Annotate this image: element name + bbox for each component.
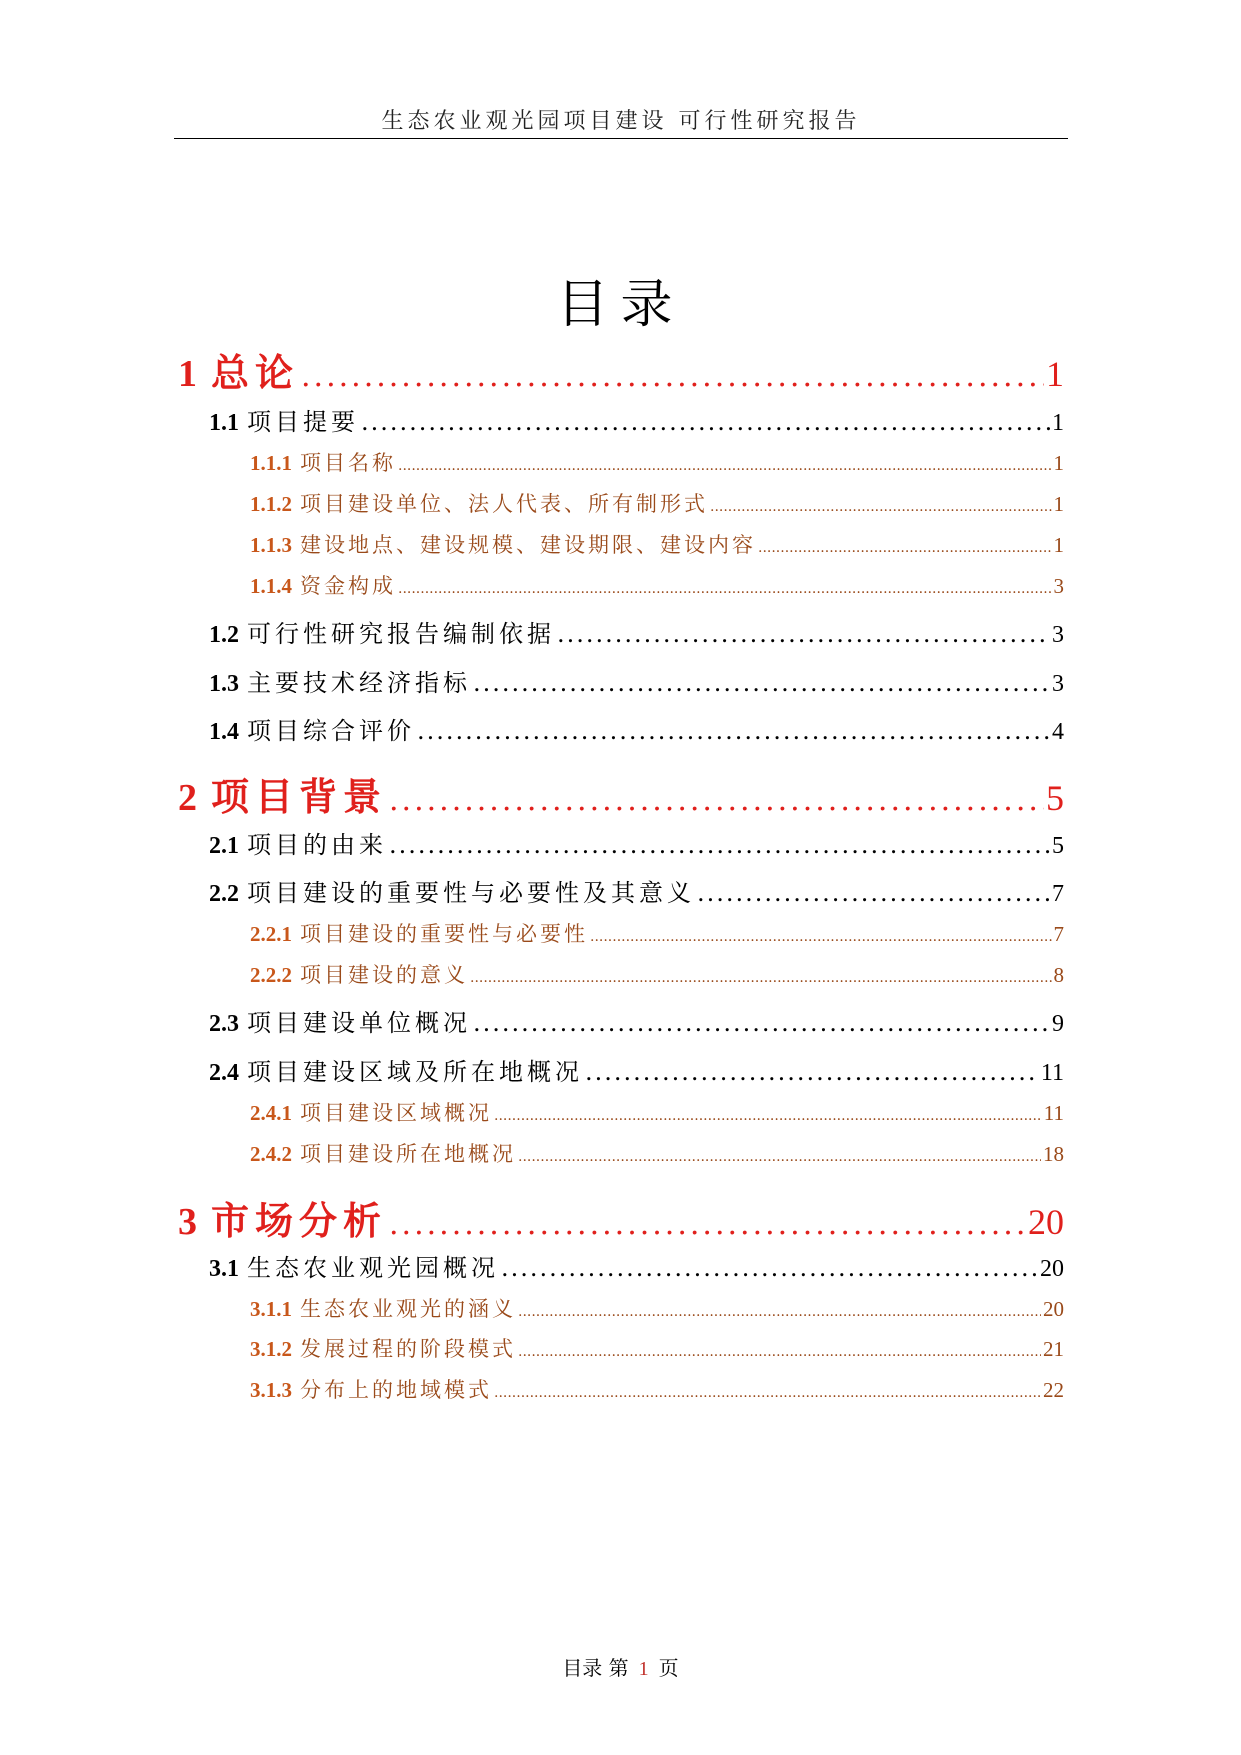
toc-dot-leader <box>557 620 1050 648</box>
toc-entry-number: 1.1 <box>209 410 239 436</box>
toc-entry-title: 可行性研究报告编制依据 <box>247 620 555 648</box>
toc-entry-number: 1.3 <box>209 671 239 697</box>
toc-entry-page: 18 <box>1043 1142 1064 1166</box>
toc-dot-leader <box>501 1254 1038 1282</box>
toc-entry-page: 11 <box>1040 1060 1064 1086</box>
toc-dot-leader <box>518 1304 1041 1320</box>
toc-entry-number: 1.4 <box>209 719 239 745</box>
toc-entry-page: 5 <box>1052 833 1064 859</box>
toc-entry[interactable] <box>250 959 1064 989</box>
toc-entry[interactable] <box>250 447 1064 477</box>
toc-entry-page: 3 <box>1052 622 1064 648</box>
toc-entry-page: 3 <box>1052 671 1064 697</box>
toc-entry-title: 项目建设单位概况 <box>247 1009 471 1037</box>
toc-dot-leader <box>518 1344 1041 1360</box>
footer-label: 目录 <box>562 1656 603 1680</box>
toc-dot-leader <box>389 831 1050 859</box>
running-header: 生态农业观光园项目建设 可行性研究报告 <box>381 109 861 134</box>
toc-entry[interactable] <box>209 825 1064 860</box>
toc-entry[interactable] <box>250 1138 1064 1168</box>
toc-entry-number: 3.1.2 <box>250 1337 292 1361</box>
toc-entry-page: 7 <box>1053 922 1064 946</box>
toc-entry-page: 21 <box>1043 1337 1064 1361</box>
toc-entry-number: 1.2 <box>209 622 239 648</box>
toc-entry-title: 项目建设区域概况 <box>300 1101 492 1125</box>
toc-entry-number: 2.2 <box>209 881 239 907</box>
toc-entry-page: 20 <box>1043 1297 1064 1321</box>
toc-entry-title: 资金构成 <box>300 574 396 598</box>
toc-dot-leader <box>361 408 1050 436</box>
toc-title: 目录 <box>556 275 685 335</box>
toc-entry-number: 1.1.2 <box>250 492 292 516</box>
toc-entry-number: 2 <box>178 777 197 819</box>
toc-entry-number: 3 <box>178 1201 197 1243</box>
toc-entry-title: 项目建设所在地概况 <box>300 1142 516 1166</box>
toc-entry-page: 22 <box>1043 1378 1064 1402</box>
toc-dot-leader <box>758 540 1052 556</box>
toc-entry[interactable] <box>250 1374 1064 1404</box>
toc-entry-title: 生态农业观光园概况 <box>247 1254 499 1282</box>
toc-dot-leader <box>585 1058 1039 1086</box>
toc-entry-number: 1.1.1 <box>250 451 292 475</box>
toc-entry[interactable] <box>209 614 1064 649</box>
toc-dot-leader <box>398 581 1052 597</box>
toc-entry-number: 2.1 <box>209 833 239 859</box>
toc-entry-title: 主要技术经济指标 <box>247 669 471 697</box>
toc-entry-page: 20 <box>1040 1256 1064 1282</box>
toc-entry-page: 11 <box>1043 1101 1064 1125</box>
toc-dot-leader <box>473 1009 1050 1037</box>
toc-entry-page: 1 <box>1053 533 1064 557</box>
toc-entry-page: 1 <box>1052 410 1064 436</box>
toc-entry-number: 2.2.2 <box>250 963 292 987</box>
toc-entry-page: 3 <box>1053 574 1064 598</box>
toc-entry-title: 建设地点、建设规模、建设期限、建设内容 <box>300 533 756 557</box>
toc-entry-page: 7 <box>1052 881 1064 907</box>
toc-entry[interactable] <box>250 488 1064 518</box>
page-footer <box>0 1652 1241 1681</box>
toc-entry-page: 5 <box>1046 778 1064 818</box>
toc-entry-title: 项目提要 <box>247 408 359 436</box>
toc-dot-leader <box>494 1108 1042 1124</box>
toc-entry[interactable] <box>209 1003 1064 1038</box>
toc-entry-number: 2.2.1 <box>250 922 292 946</box>
toc-entry[interactable] <box>250 570 1064 600</box>
header-rule <box>174 138 1068 139</box>
toc-entry-page: 9 <box>1052 1011 1064 1037</box>
toc-entry-number: 3.1.1 <box>250 1297 292 1321</box>
toc-entry-number: 2.4 <box>209 1060 239 1086</box>
footer-prefix: 第 <box>608 1656 629 1680</box>
toc-dot-leader <box>494 1385 1041 1401</box>
footer-suffix: 页 <box>658 1656 679 1680</box>
toc-entry-page: 8 <box>1053 963 1064 987</box>
toc-dot-leader <box>518 1149 1041 1165</box>
toc-entry-number: 2.4.2 <box>250 1142 292 1166</box>
toc-dot-leader <box>389 783 1044 818</box>
toc-entry-title: 生态农业观光的涵义 <box>300 1297 516 1321</box>
toc-entry-title: 总论 <box>211 351 300 395</box>
toc-dot-leader <box>697 879 1050 907</box>
footer-page-number: 1 <box>638 1658 649 1680</box>
toc-entry[interactable] <box>209 873 1064 908</box>
toc-entry-title: 项目建设的重要性与必要性 <box>300 922 588 946</box>
toc-entry-number: 1.1.4 <box>250 574 292 598</box>
toc-entry[interactable] <box>178 766 1064 821</box>
toc-entry-title: 分布上的地域模式 <box>300 1378 492 1402</box>
toc-dot-leader <box>417 717 1050 745</box>
toc-entry-number: 3.1 <box>209 1256 239 1282</box>
toc-entry[interactable] <box>209 663 1064 698</box>
toc-entry[interactable] <box>209 711 1064 746</box>
toc-dot-leader <box>389 1207 1026 1242</box>
toc-dot-leader <box>710 499 1052 515</box>
toc-entry-title: 项目建设的重要性与必要性及其意义 <box>247 879 695 907</box>
toc-entry-number: 2.3 <box>209 1011 239 1037</box>
toc-entry[interactable] <box>250 1293 1064 1323</box>
toc-entry-page: 1 <box>1053 492 1064 516</box>
toc-entry-title: 项目建设区域及所在地概况 <box>247 1058 583 1086</box>
toc-entry-title: 项目建设单位、法人代表、所有制形式 <box>300 492 708 516</box>
toc-entry[interactable] <box>209 402 1064 437</box>
toc-entry[interactable] <box>250 1333 1064 1363</box>
toc-entry[interactable] <box>250 1097 1064 1127</box>
toc-entry-number: 3.1.3 <box>250 1378 292 1402</box>
toc-entry-number: 2.4.1 <box>250 1101 292 1125</box>
toc-entry-title: 项目名称 <box>300 451 396 475</box>
toc-entry-page: 1 <box>1046 354 1064 394</box>
toc-entry-title: 项目综合评价 <box>247 717 415 745</box>
toc-entry[interactable] <box>209 1052 1064 1087</box>
toc-entry-title: 项目的由来 <box>247 831 387 859</box>
toc-dot-leader <box>473 669 1050 697</box>
toc-entry[interactable] <box>178 1190 1064 1245</box>
toc-dot-leader <box>301 359 1044 394</box>
toc-entry-number: 1.1.3 <box>250 533 292 557</box>
toc-dot-leader <box>590 929 1052 945</box>
toc-entry-page: 20 <box>1028 1202 1064 1242</box>
toc-entry[interactable] <box>250 529 1064 559</box>
toc-dot-leader <box>470 970 1052 986</box>
toc-entry-title: 市场分析 <box>211 1199 388 1243</box>
toc-entry-title: 项目建设的意义 <box>300 963 468 987</box>
toc-entry[interactable] <box>209 1248 1064 1283</box>
toc-entry-number: 1 <box>178 353 197 395</box>
toc-entry-page: 4 <box>1052 719 1064 745</box>
toc-entry[interactable] <box>250 918 1064 948</box>
toc-entry-page: 1 <box>1053 451 1064 475</box>
toc-entry-title: 项目背景 <box>211 775 388 819</box>
toc-dot-leader <box>398 458 1052 474</box>
toc-entry-title: 发展过程的阶段模式 <box>300 1337 516 1361</box>
toc-entry[interactable] <box>178 342 1064 397</box>
